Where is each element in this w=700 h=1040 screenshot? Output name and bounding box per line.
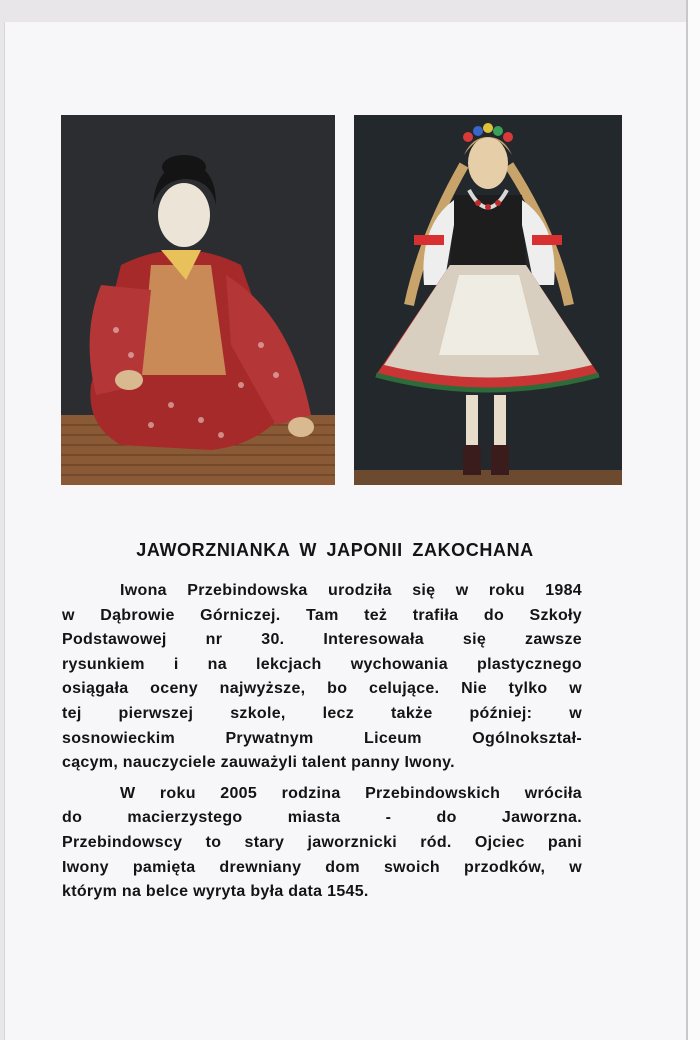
article-body	[62, 579, 582, 911]
text-line: rysunkiem i na lekcjach wychowania plastycznego	[62, 655, 582, 673]
polish-folk-doll-illustration	[354, 115, 622, 485]
text-line: Przebindowscy to stary jaworznicki ród. Ojciec pani	[62, 833, 582, 851]
text-line: którym na belce wyryta była data 1545.	[62, 883, 369, 901]
text-line: do macierzystego miasta - do Jaworzna.	[62, 809, 582, 827]
text-line: Iwona Przebindowska urodziła się w roku 1984	[120, 582, 582, 599]
text-line: cącym, nauczyciele zauważyli talent panny Iwony.	[62, 754, 455, 772]
text-line: W roku 2005 rodzina Przebindowskich wróciła	[120, 784, 582, 802]
article-title: JAWORZNIANKA W JAPONII ZAKOCHANA	[136, 540, 534, 560]
japanese-doll-illustration	[61, 115, 335, 485]
photo-japanese-doll	[61, 115, 335, 485]
text-line: osiągała oceny najwyższe, bo celujące. Nie tylko w	[62, 680, 582, 698]
paragraph-2	[62, 782, 582, 905]
text-line: w Dąbrowie Górniczej. Tam też trafiła do Szkoły	[62, 606, 582, 624]
text-line: Podstawowej nr 30. Interesowała się zawsze	[62, 631, 582, 649]
text-line: tej pierwszej szkole, lecz także później: w	[62, 704, 582, 722]
scan-edge	[686, 0, 700, 1040]
text-line: Iwony pamięta drewniany dom swoich przodków, w	[62, 858, 582, 876]
text-line: sosnowieckim Prywatnym Liceum Ogólnokształ-	[62, 729, 582, 747]
paragraph-1	[62, 579, 582, 776]
photo-polish-folk-doll	[354, 115, 622, 485]
